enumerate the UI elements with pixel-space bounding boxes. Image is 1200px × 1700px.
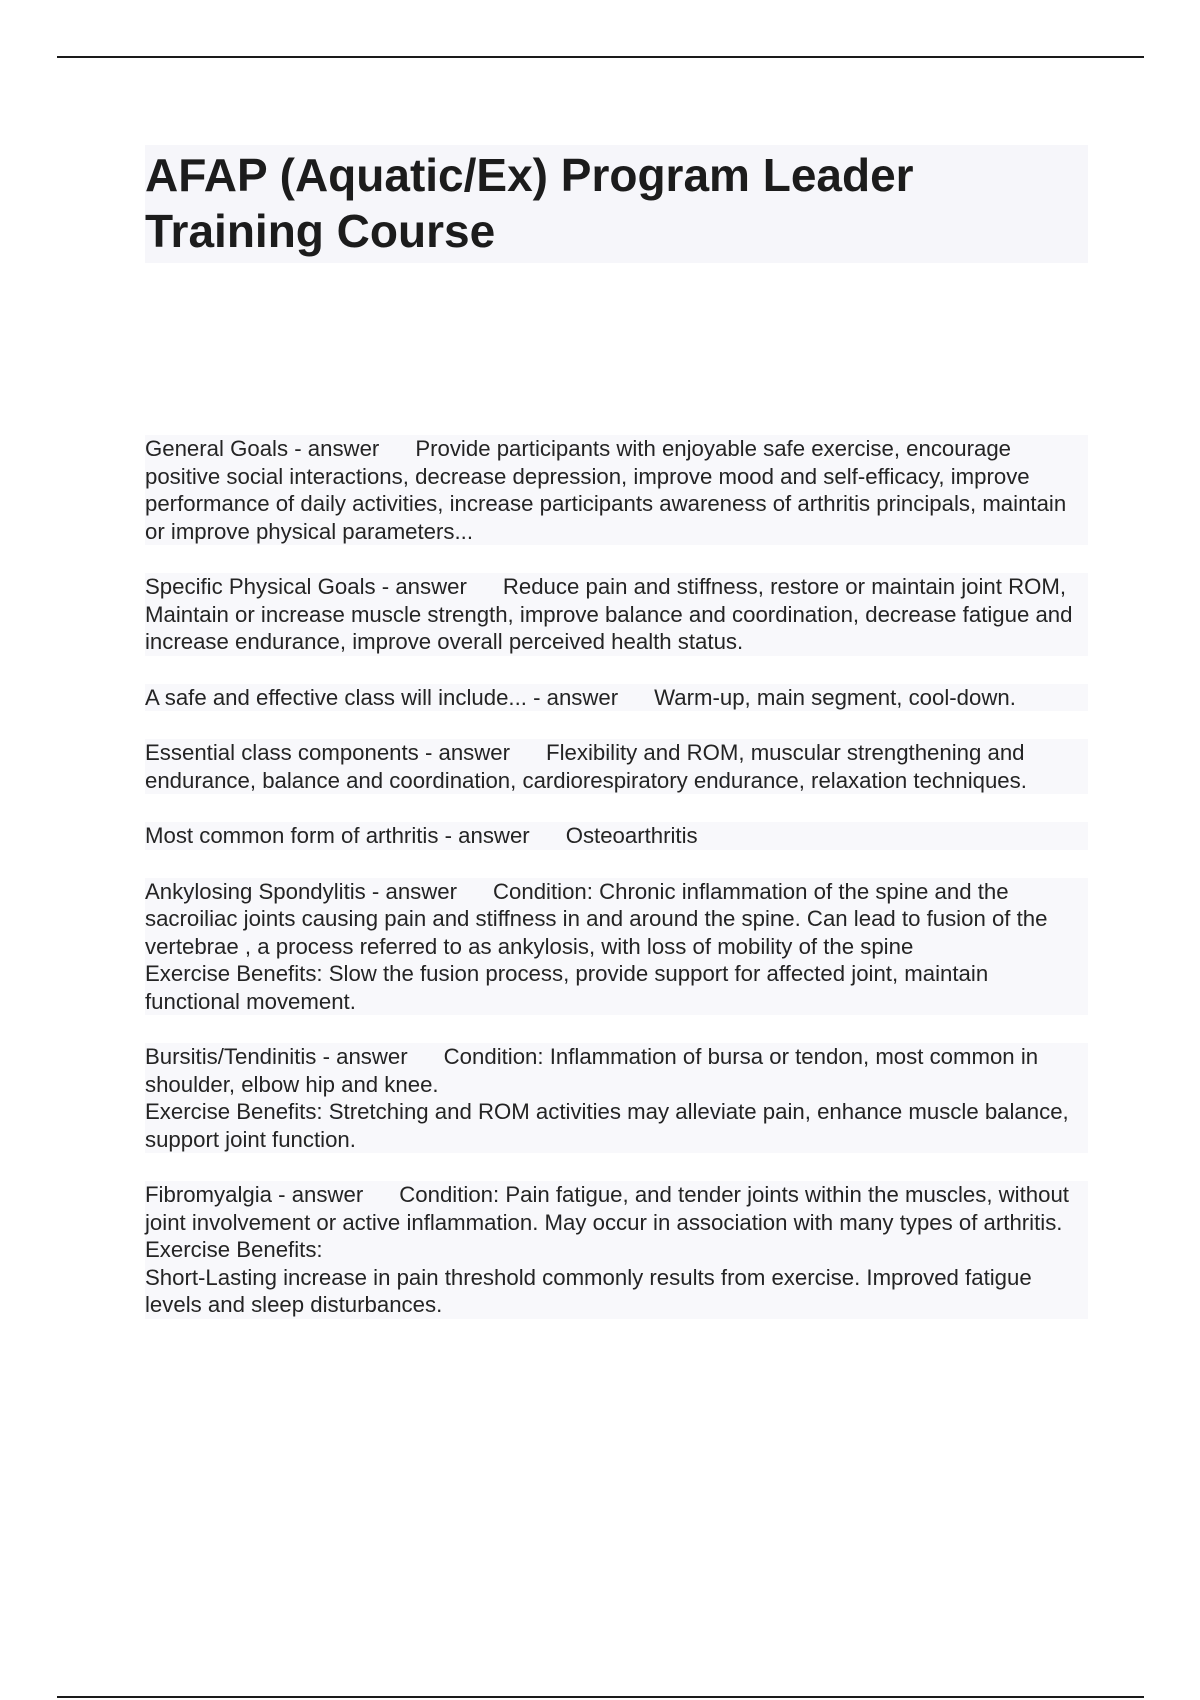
qa-question: Specific Physical Goals - answer xyxy=(145,574,467,599)
qa-question: Bursitis/Tendinitis - answer xyxy=(145,1044,408,1069)
qa-item xyxy=(145,1043,1088,1153)
qa-question: Essential class components - answer xyxy=(145,740,511,765)
qa-answer: Osteoarthritis xyxy=(565,823,698,848)
bottom-rule xyxy=(57,1696,1144,1698)
qa-answer-extra: Exercise Benefits: Stretching and ROM activities may alleviate pain, enhance muscle balance, support joint function. xyxy=(145,1099,1069,1152)
qa-answer: Flexibility and ROM, muscular strengthening and endurance, balance and coordination, cardiorespiratory endurance, relaxation techniques. xyxy=(145,740,1027,793)
qa-question: Ankylosing Spondylitis - answer xyxy=(145,878,458,904)
qa-answer: Provide participants with enjoyable safe exercise, encourage positive social interactions, decrease depression, improve mood and self-efficacy, improve performance of daily activities, increase participants awareness of arthritis principals, maintain or improve physical parameters... xyxy=(145,436,1067,544)
qa-answer: Condition: Inflammation of bursa or tendon, most common in shoulder, elbow hip and knee. xyxy=(145,1044,1039,1097)
qa-answer-extra: Exercise Benefits: xyxy=(145,1237,323,1262)
qa-item xyxy=(145,822,1088,850)
qa-answer-extra: Exercise Benefits: Slow the fusion process, provide support for affected joint, maintain functional movement. xyxy=(145,961,989,1014)
qa-item xyxy=(145,684,1088,712)
qa-answer: Reduce pain and stiffness, restore or maintain joint ROM, Maintain or increase muscle strength, improve balance and coordination, decrease fatigue and increase endurance, improve overall perceived health status. xyxy=(145,574,1073,654)
qa-answer: Warm-up, main segment, cool-down. xyxy=(654,684,1016,710)
qa-question: Fibromyalgia - answer xyxy=(145,1182,364,1207)
qa-question: General Goals - answer xyxy=(145,436,380,461)
qa-list xyxy=(145,435,1088,1319)
qa-item xyxy=(145,878,1088,1016)
document-content xyxy=(145,145,1088,1347)
qa-item xyxy=(145,739,1088,794)
qa-question: Most common form of arthritis - answer xyxy=(145,823,530,848)
qa-item xyxy=(145,1181,1088,1319)
title-block xyxy=(145,145,1088,263)
qa-answer-extra: Short-Lasting increase in pain threshold commonly results from exercise. Improved fatigue levels and sleep disturbances. xyxy=(145,1264,1032,1317)
qa-question: A safe and effective class will include... - answer xyxy=(145,684,619,710)
qa-answer: Condition: Pain fatigue, and tender joints within the muscles, without joint involvement or active inflammation. May occur in association with many types of arthritis. xyxy=(145,1182,1069,1235)
qa-item xyxy=(145,435,1088,545)
qa-answer: Condition: Chronic inflammation of the spine and the sacroiliac joints causing pain and stiffness in and around the spine. Can lead to fusion of the vertebrae , a process referred to as ankylosis, with loss of mobility of the spine xyxy=(145,878,1048,959)
document-title: AFAP (Aquatic/Ex) Program Leader Training Course xyxy=(145,149,914,257)
top-rule xyxy=(57,56,1144,58)
qa-item xyxy=(145,573,1088,656)
